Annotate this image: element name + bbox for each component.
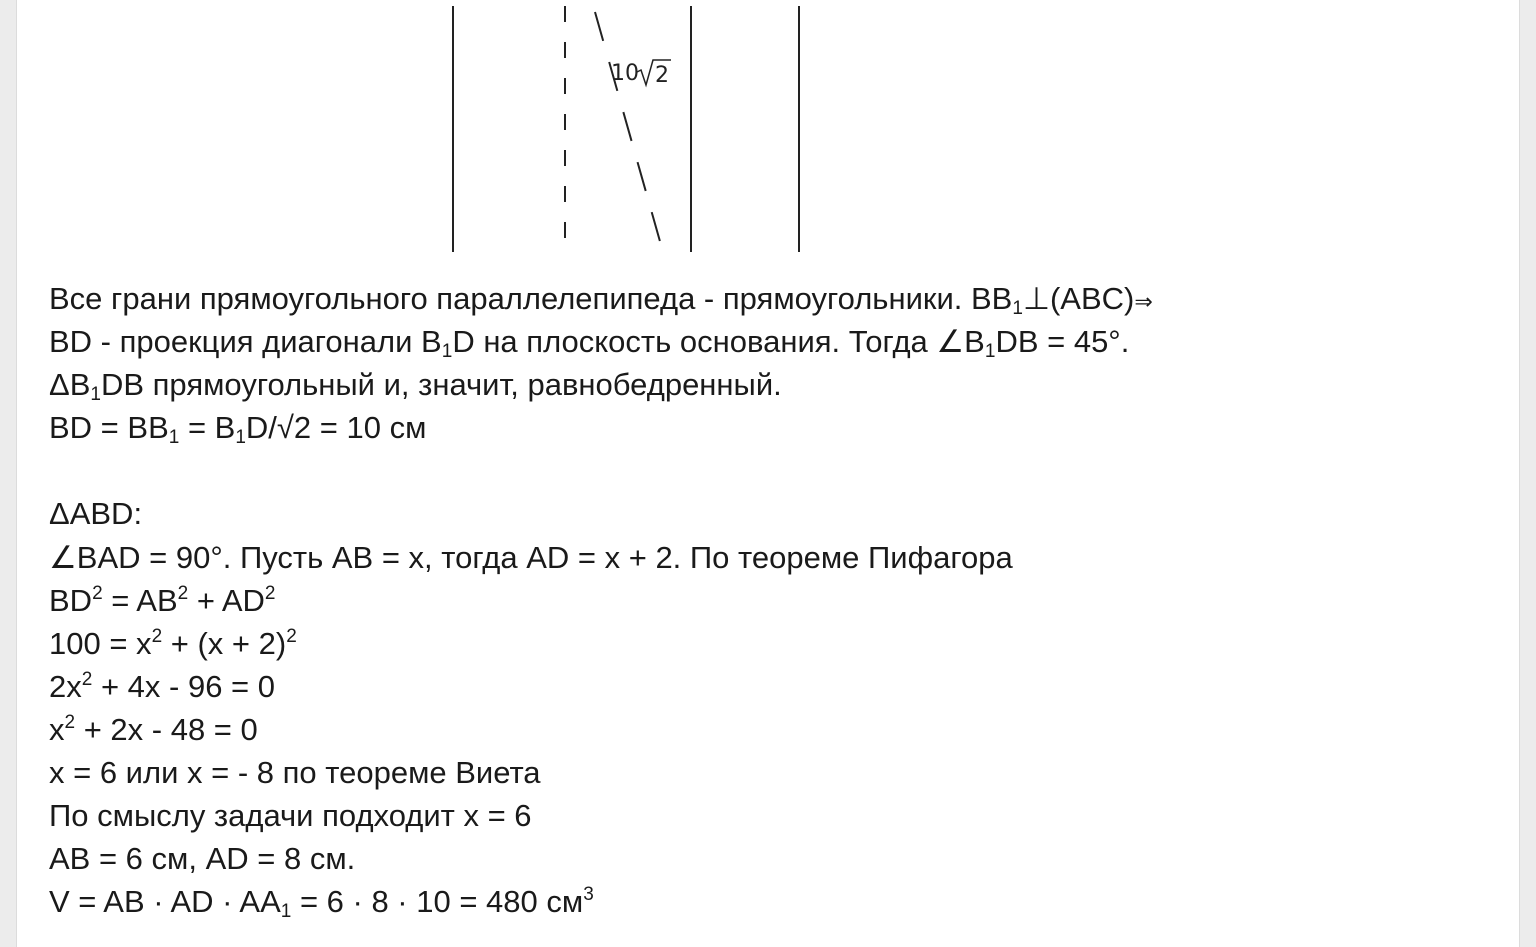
diagonal-edge: [595, 12, 663, 252]
solution-line: [49, 622, 1489, 665]
superscript: 2: [151, 625, 163, 647]
subscript: 1: [984, 341, 996, 363]
text-segment: ⇒: [1134, 290, 1153, 315]
solution-line: [49, 277, 1489, 320]
text-segment: = 6 · 8 · 10 = 480 см: [291, 884, 584, 920]
superscript: 2: [286, 625, 297, 647]
text-segment: BD = BB: [49, 410, 169, 446]
solution-text: [49, 277, 1489, 923]
superscript: 2: [92, 582, 103, 604]
radicand-label: 2: [655, 63, 669, 88]
solution-line: [49, 751, 1489, 794]
text-segment: DB = 45°.: [995, 324, 1130, 360]
text-segment: + (x + 2): [162, 625, 287, 661]
superscript: 2: [264, 582, 276, 604]
superscript: 3: [583, 884, 594, 906]
subscript: 1: [1012, 298, 1023, 319]
parallelepiped-figure: [417, 0, 857, 254]
subscript: 1: [280, 901, 292, 923]
text-segment: BD: [49, 582, 93, 618]
figure-drawing: [417, 0, 857, 254]
superscript: 2: [64, 711, 76, 733]
solution-line: [49, 449, 1489, 492]
solution-line: [49, 492, 1489, 535]
solution-line: [49, 406, 1489, 449]
document-page: [16, 0, 1520, 947]
text-segment: x = 6 или x = - 8 по теореме Виета: [49, 755, 541, 791]
solution-line: [49, 880, 1489, 923]
solution-line: [49, 794, 1489, 837]
text-segment: По смыслу задачи подходит x = 6: [49, 798, 532, 834]
text-segment: BD - проекция диагонали B: [49, 324, 442, 360]
text-segment: 2x: [49, 668, 82, 704]
solution-line: [49, 708, 1489, 751]
text-segment: DB прямоугольный и, значит, равнобедренный.: [100, 367, 782, 403]
subscript: 1: [90, 384, 101, 406]
text-segment: x: [49, 711, 65, 747]
subscript: 1: [441, 341, 453, 363]
subscript: 1: [168, 427, 180, 449]
text-segment: ⊥(ABC): [1022, 281, 1135, 316]
text-segment: = AB: [102, 582, 178, 618]
text-segment: ∠BAD = 90°. Пусть AB = x, тогда AD = x + 2. По теореме Пифагора: [49, 539, 1013, 575]
text-segment: AB = 6 см, AD = 8 см.: [49, 841, 356, 877]
text-segment: D на плоскость основания. Тогда ∠B: [452, 324, 985, 360]
text-segment: + 2x - 48 = 0: [75, 711, 258, 747]
text-segment: D/√2 = 10 см: [245, 410, 427, 446]
superscript: 2: [81, 668, 93, 690]
text-segment: ΔABD:: [49, 496, 143, 532]
diagonal-length-label: 10: [611, 61, 639, 86]
text-segment: ΔB: [49, 367, 91, 403]
text-segment: + AD: [188, 582, 265, 618]
solution-line: [49, 579, 1489, 622]
superscript: 2: [177, 582, 189, 604]
solution-line: [49, 665, 1489, 708]
text-segment: Все грани прямоугольного параллелепипеда - прямоугольники. BB: [49, 281, 1013, 316]
text-segment: 100 = x: [49, 625, 152, 661]
solution-line: [49, 837, 1489, 880]
solution-line: [49, 363, 1489, 406]
text-segment: + 4x - 96 = 0: [92, 668, 275, 704]
solution-line: [49, 320, 1489, 363]
text-segment: = B: [179, 410, 236, 446]
text-segment: V = AB · AD · AA: [49, 884, 281, 920]
solution-line: [49, 536, 1489, 579]
subscript: 1: [235, 427, 246, 449]
